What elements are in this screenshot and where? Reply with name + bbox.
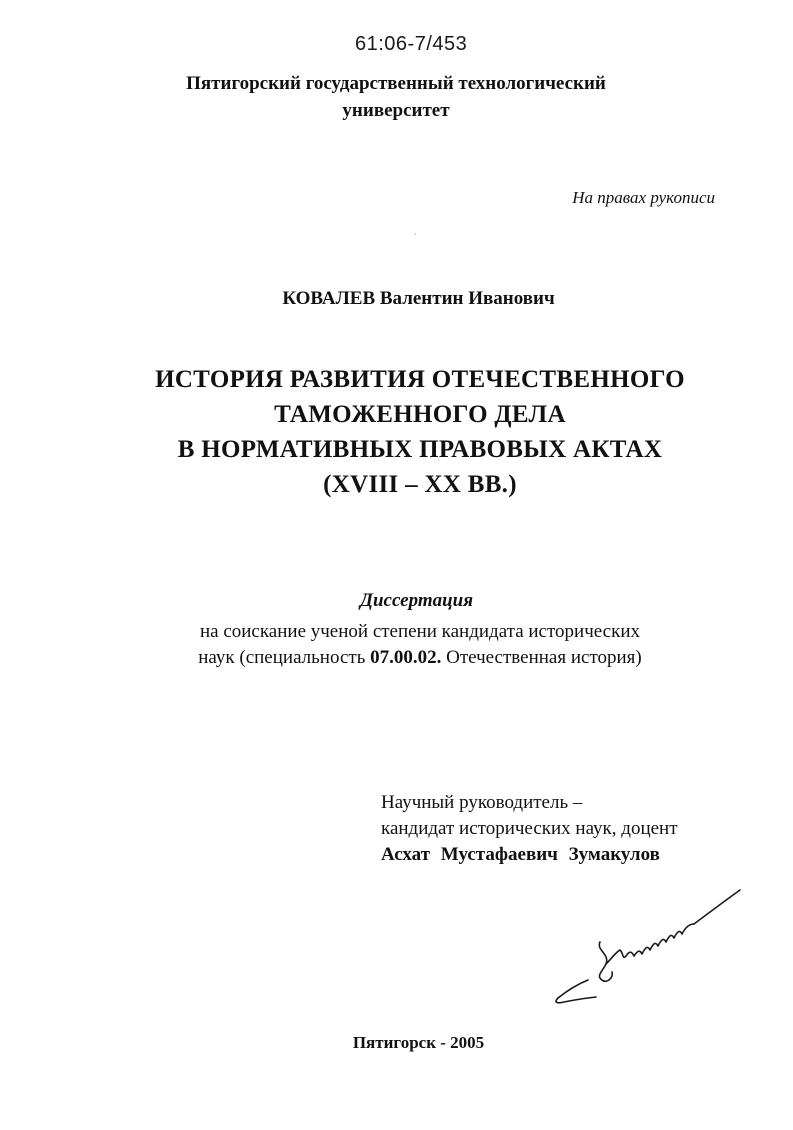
supervisor-name: Асхат Мустафаевич Зумакулов — [381, 844, 660, 865]
supervisor-degree: кандидат исторических наук, доцент — [381, 818, 678, 839]
catalog-number: 61:06-7/453 — [355, 33, 468, 55]
description-line-2-prefix: наук (специальность — [198, 647, 371, 668]
dissertation-title — [80, 362, 760, 502]
dissertation-label: Диссертация — [359, 590, 474, 611]
description-line-2 — [80, 645, 760, 671]
city-year: Пятигорск - 2005 — [352, 1033, 485, 1052]
description-line-1: на соискание ученой степени кандидата исторических — [199, 621, 641, 642]
university-line-1: Пятигорский государственный технологический — [186, 73, 606, 94]
description-line-2-suffix: Отечественная история) — [441, 647, 642, 668]
author-name: КОВАЛЕВ Валентин Иванович — [282, 288, 555, 309]
university-name — [96, 70, 696, 124]
supervisor-block — [381, 790, 761, 868]
dissertation-description — [80, 619, 760, 671]
handwritten-signature — [540, 880, 750, 1020]
university-line-2: университет — [342, 100, 450, 121]
rights-note: На правах рукописи — [572, 188, 715, 207]
scan-speck — [414, 233, 416, 235]
title-line-3: В НОРМАТИВНЫХ ПРАВОВЫХ АКТАХ — [177, 436, 663, 463]
supervisor-role: Научный руководитель – — [381, 792, 583, 813]
specialty-code: 07.00.02. — [370, 647, 442, 668]
title-line-4: (XVIII – XX ВВ.) — [323, 471, 517, 498]
title-line-1: ИСТОРИЯ РАЗВИТИЯ ОТЕЧЕСТВЕННОГО — [155, 366, 685, 393]
title-line-2: ТАМОЖЕННОГО ДЕЛА — [274, 401, 566, 428]
